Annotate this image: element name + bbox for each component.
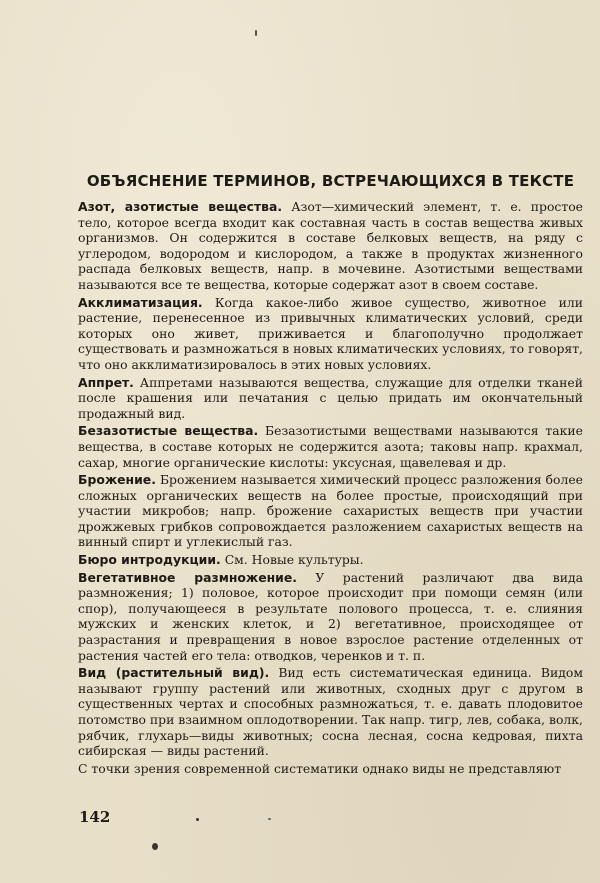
entry-text: Азот—химический элемент, т. е. простое тело, которое всегда входит как составная часть в состав вещества живых организмов. Он содержится в составе белковых веществ, на ряду с углеродом, водородом и кислородом, а также в продуктах жизненного распада белковых веществ, напр. в мочевине. Азотистыми веществами называются все те вещества, которые содержат азот в своем составе. [78,199,584,292]
entry-term: Аппрет. [78,374,134,390]
glossary-page [78,172,583,832]
entry-term: Вид (растительный вид). [78,665,270,681]
entry-text: Аппретами называются вещества, служащие для отделки тканей после крашения или печатания с целью придать им окончательный продажный вид. [78,374,583,421]
glossary-entry [78,665,583,759]
ink-dot [152,843,158,850]
page-title: ОБЪЯСНЕНИЕ ТЕРМИНОВ, ВСТРЕЧАЮЩИХСЯ В ТЕКСТЕ [86,172,575,190]
entry-term: Вегетативное размножение. [78,569,297,585]
glossary-entries [78,199,583,776]
page-number: 142 [79,808,111,826]
glossary-entry [78,199,583,293]
glossary-entry [78,295,583,373]
entry-text: Безазотистыми веществами называются такие вещества, в составе которых не содержится азота; таковы напр. крахмал, сахар, многие органические кислоты: уксусная, щавелевая и др. [78,423,583,470]
glossary-entry [78,552,583,568]
glossary-entry [78,472,583,550]
entry-text: Вид есть систематическая единица. Видом называют группу растений или животных, сходных друг с другом в существенных чертах и способных размножаться, т. е. давать плодовитое потомство при взаимном оплодотворении. Так напр. тигр, лев, собака, волк, рябчик, глухарь—виды животных; сосна лесная, сосна кедровая, пихта сибирская — виды растений. [78,665,583,759]
entry-text: См. Новые культуры. [220,552,364,568]
entry-text: Когда какое-либо живое существо, животное или растение, перенесенное из привычных климатических условий, среди которых оно живет, приживается и благополучно продолжает существовать и размножаться в новых климатических условиях, то говорят, что оно акклиматизировалось в этих новых условиях. [78,294,583,372]
entry-term: Безазотистые вещества. [78,423,259,439]
dust-speck [255,30,257,36]
glossary-entry [78,570,583,664]
glossary-entry [78,375,583,422]
entry-term: Азот, азотистые вещества. [78,199,283,214]
entry-text: У растений различают два вида размножения; 1) половое, которое происходит при помощи семян (или спор), получающееся в результате полового процесса, т. е. слияния мужских и женских клеток, и 2) вегетативное, происходящее от разрастания и превращения в новое взрослое растение отделенных от растения частей его тела: отводков, черенков и т. п. [78,569,583,663]
entry-term: Акклиматизация. [78,294,203,310]
glossary-entry [78,423,583,470]
continuation-line: С точки зрения современной систематики однако виды не представляют [78,760,562,776]
entry-term: Брожение. [78,472,156,488]
entry-term: Бюро интродукции. [78,552,221,568]
entry-text: Брожением называется химический процесс разложения более сложных органических веществ на более простые, происходящий при участии микробов; напр. брожение сахаристых веществ при участии дрожжевых грибков сопровождается разложением сахаристых веществ на винный спирт и углекислый газ. [78,472,583,550]
